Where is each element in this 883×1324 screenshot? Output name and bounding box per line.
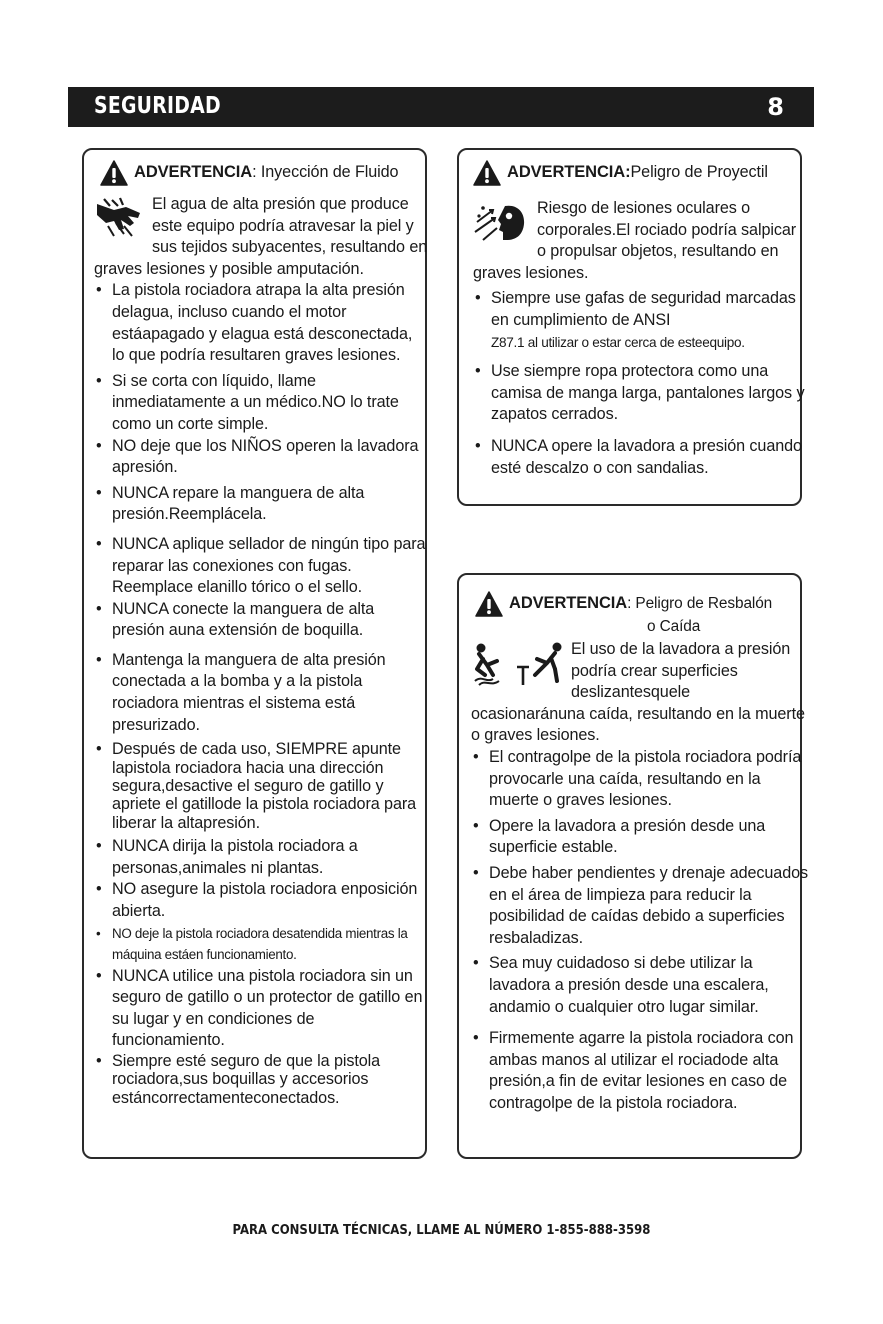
slip-fall-warning-panel [457, 573, 808, 1159]
ansi-standard-text: Z87.1 al utilizar o estar cerca de esteequipo. [491, 334, 745, 350]
projectile-eye-hazard-icon [473, 200, 529, 244]
list-item: • NO deje que los NIÑOS operen la lavadora apresión. [94, 436, 429, 479]
list-item: • La pistola rociadora atrapa la alta presión delagua, incluso cuando el motor estáapagado y elagua está desconectada, lo que podría resultaren graves lesiones. [94, 280, 429, 366]
warning-topic: : Inyección de Fluido [252, 163, 399, 182]
warning-label: ADVERTENCIA: [507, 163, 631, 182]
intro-text: El uso de la lavadora a presión podría crear superficies deslizantesquele ocasionaránuna caída, resultando en la muerte o graves lesiones. [471, 640, 805, 745]
list-item: • Sea muy cuidadoso si debe utilizar la lavadora a presión desde una escalera, andamio o cualquier otro lugar similar. [471, 953, 808, 1018]
intro-text: El agua de alta presión que produce este equipo podría atravesar la piel y sus tejidos subyacentes, resultando en graves lesiones y posible amputación. [94, 195, 428, 278]
section-header-bar [68, 87, 814, 127]
intro-text: Riesgo de lesiones oculares o corporales.El rociado podría salpicar o propulsar objetos, resultando en graves lesiones. [473, 199, 797, 282]
ansi-bullet-text: Siempre use gafas de seguridad marcadas en cumplimiento de ANSI [491, 289, 796, 329]
list-item: • Opere la lavadora a presión desde una superficie estable. [471, 816, 808, 859]
warning-triangle-icon [475, 591, 503, 617]
list-item: • NO asegure la pistola rociadora enposición abierta. [94, 879, 429, 922]
fluid-injection-hand-icon [94, 196, 144, 240]
list-item: • El contragolpe de la pistola rociadora podría provocarle una caída, resultando en la muerte o graves lesiones. [471, 747, 808, 812]
section-title: SEGURIDAD [94, 93, 221, 119]
list-item: • NUNCA dirija la pistola rociadora a personas,animales ni plantas. [94, 836, 429, 879]
warning-heading [100, 160, 429, 186]
list-item [473, 288, 808, 353]
safety-bullet-list [473, 288, 808, 479]
warning-heading [475, 591, 808, 617]
list-item: • NUNCA repare la manguera de alta presión.Reemplácela. [94, 483, 429, 526]
list-item: • Debe haber pendientes y drenaje adecuados en el área de limpieza para reducir la posibilidad de caídas debido a superficies resbaladizas. [471, 863, 808, 949]
warning-triangle-icon [473, 160, 501, 186]
projectile-warning-panel [457, 148, 805, 506]
warning-topic: : Peligro de Resbalón [627, 595, 773, 613]
warning-label: ADVERTENCIA [509, 594, 628, 613]
slip-fall-hazard-icon [471, 641, 567, 687]
fluid-injection-warning-panel [82, 148, 427, 1159]
warning-heading [473, 160, 808, 186]
list-item: • NO deje la pistola rociadora desatendida mientras la máquina estáen funcionamiento. [94, 923, 429, 966]
warning-label: ADVERTENCIA [134, 163, 253, 182]
list-item: • Después de cada uso, SIEMPRE apunte lapistola rociadora hacia una dirección segura,desactive el seguro de gatillo y apriete el gatillode la pistola rociadora para liberar la altapresión. [94, 740, 429, 832]
list-item: • Mantenga la manguera de alta presión conectada a la bomba y a la pistola rociadora mientras el sistema está presurizado. [94, 650, 429, 736]
list-item: • Firmemente agarre la pistola rociadora con ambas manos al utilizar el rociadode alta presión,a fin de evitar lesiones en caso de contragolpe de la pistola rociadora. [471, 1028, 808, 1114]
warning-topic-continued: o Caída [647, 618, 701, 635]
list-item: • Use siempre ropa protectora como una camisa de manga larga, pantalones largos y zapatos cerrados. [473, 361, 808, 426]
safety-bullet-list [94, 280, 429, 1107]
safety-bullet-list [471, 747, 808, 1115]
page-number: 8 [767, 93, 784, 121]
list-item: • NUNCA aplique sellador de ningún tipo para reparar las conexiones con fugas. Reemplace elanillo tórico o el sello. [94, 534, 429, 599]
warning-triangle-icon [100, 160, 128, 186]
list-item: • Si se corta con líquido, llame inmediatamente a un médico.NO lo trate como un corte simple. [94, 371, 429, 436]
list-item: • Siempre esté seguro de que la pistola rociadora,sus boquillas y accesorios estáncorrectamenteconectados. [94, 1052, 429, 1107]
support-footer: PARA CONSULTA TÉCNICAS, LLAME AL NÚMERO 1-855-888-3598 [232, 1222, 651, 1238]
list-item: • NUNCA utilice una pistola rociadora sin un seguro de gatillo o un protector de gatillo en su lugar y en condiciones de funcionamiento. [94, 966, 429, 1052]
list-item: • NUNCA opere la lavadora a presión cuando esté descalzo o con sandalias. [473, 436, 808, 479]
list-item: • NUNCA conecte la manguera de alta presión auna extensión de boquilla. [94, 599, 429, 642]
warning-topic: Peligro de Proyectil [630, 163, 768, 182]
